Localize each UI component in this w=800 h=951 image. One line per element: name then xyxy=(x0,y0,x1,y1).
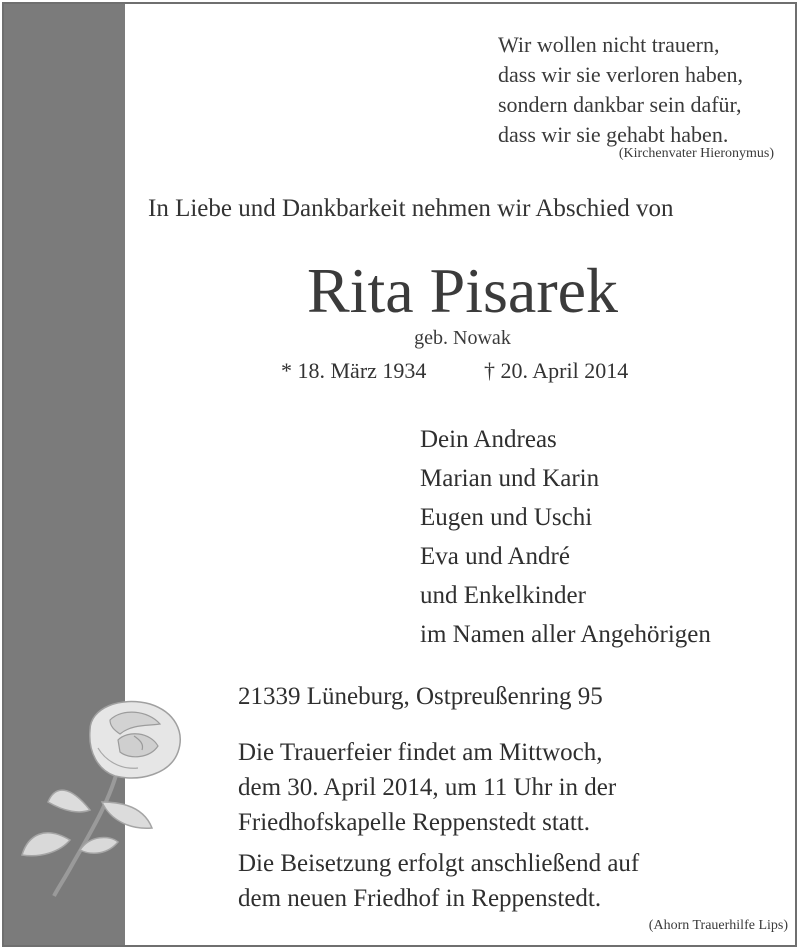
funeral-line: Friedhofskapelle Reppenstedt statt. xyxy=(238,809,591,836)
quote-line: dass wir sie gehabt haben. xyxy=(498,122,729,147)
funeral-line: Die Trauerfeier findet am Mittwoch, xyxy=(238,739,603,766)
quote-line: sondern dankbar sein dafür, xyxy=(498,92,742,117)
family-member: und Enkelkinder xyxy=(420,582,586,609)
family-member: Dein Andreas xyxy=(420,426,557,453)
quote-line: dass wir sie verloren haben, xyxy=(498,62,743,87)
burial-line: dem neuen Friedhof in Reppenstedt. xyxy=(238,885,602,912)
address: 21339 Lüneburg, Ostpreußenring 95 xyxy=(238,683,603,710)
burial-line: Die Beisetzung erfolgt anschließend auf xyxy=(238,850,640,877)
death-date: † 20. April 2014 xyxy=(484,358,629,383)
quote-line: Wir wollen nicht trauern, xyxy=(498,32,720,57)
burial-info xyxy=(238,846,639,916)
undertaker-credit: (Ahorn Trauerhilfe Lips) xyxy=(648,918,788,933)
birth-date: * 18. März 1934 xyxy=(281,358,427,383)
maiden-name: geb. Nowak xyxy=(414,327,511,349)
deceased-name: Rita Pisarek xyxy=(306,255,619,326)
funeral-info xyxy=(238,735,616,840)
intro-text: In Liebe und Dankbarkeit nehmen wir Abschied von xyxy=(148,195,674,222)
quote-source: (Kirchenvater Hieronymus) xyxy=(618,146,774,161)
family-list xyxy=(420,420,711,654)
family-member: Eva und André xyxy=(420,543,570,570)
quote xyxy=(498,30,743,150)
rose-icon xyxy=(10,690,220,900)
funeral-line: dem 30. April 2014, um 11 Uhr in der xyxy=(238,774,617,801)
family-member: Marian und Karin xyxy=(420,465,600,492)
family-member: im Namen aller Angehörigen xyxy=(420,621,711,648)
family-member: Eugen und Uschi xyxy=(420,504,593,531)
